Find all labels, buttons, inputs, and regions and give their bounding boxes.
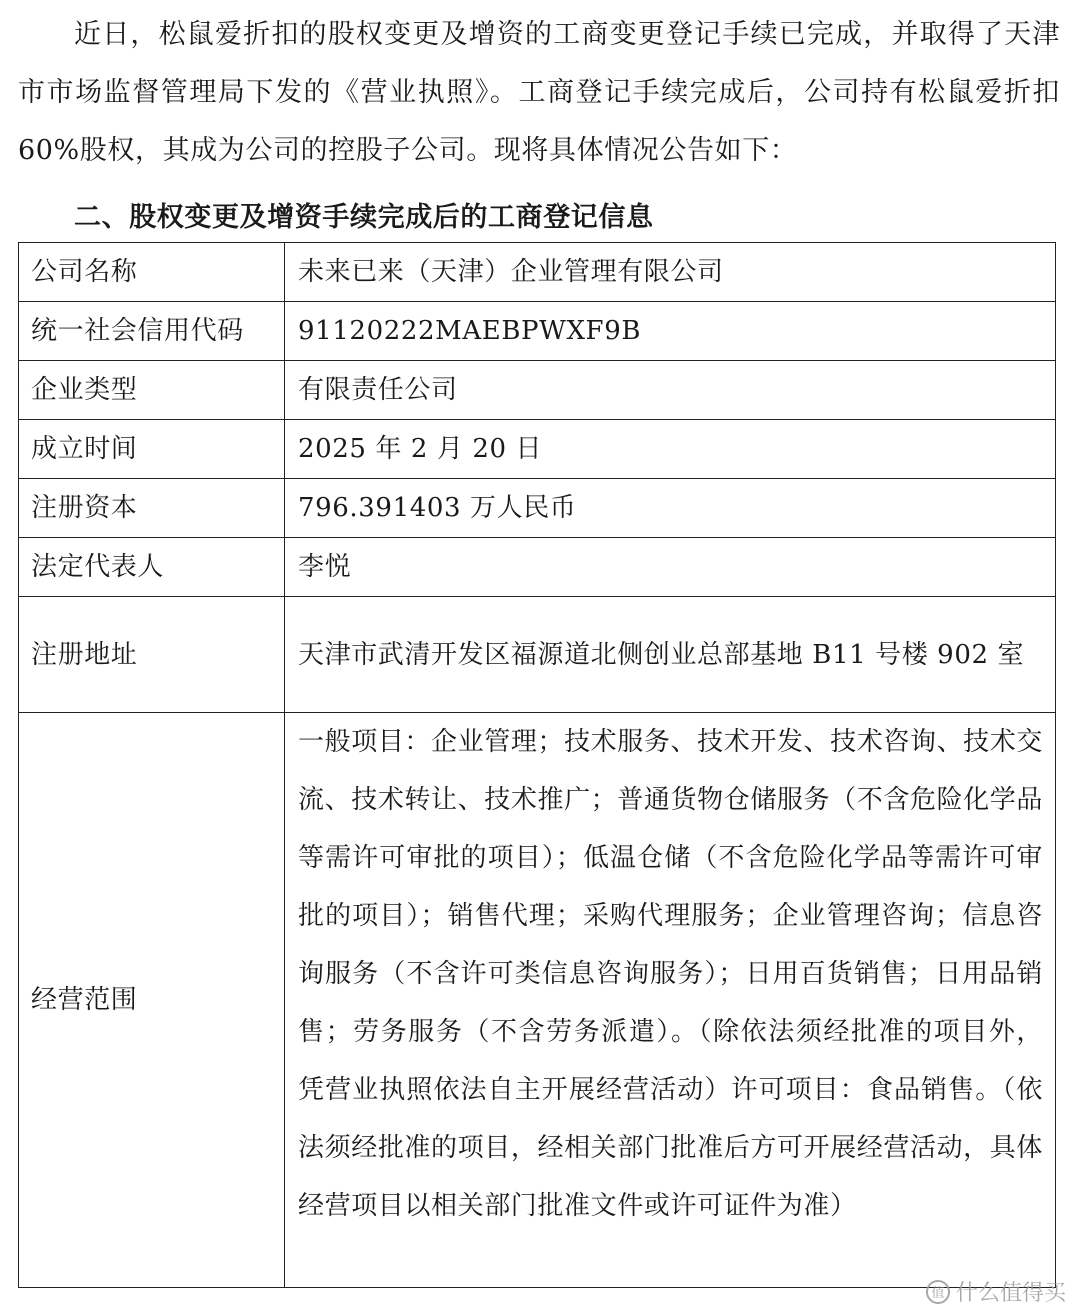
registration-info-table	[18, 242, 1056, 1288]
row-label: 企业类型	[19, 361, 285, 420]
watermark-text: 什么值得买	[955, 1281, 1066, 1306]
section-heading: 二、股权变更及增资手续完成后的工商登记信息	[74, 202, 654, 233]
row-label: 注册资本	[19, 479, 285, 538]
row-label: 注册地址	[19, 597, 285, 713]
row-value: 91120222MAEBPWXF9B	[285, 302, 1056, 361]
table-row	[19, 713, 1056, 1288]
intro-paragraph: 近日，松鼠爱折扣的股权变更及增资的工商变更登记手续已完成，并取得了天津市市场监督管理局下发的《营业执照》。工商登记手续完成后，公司持有松鼠爱折扣 60%股权，其成为公司的控股子公司。现将具体情况公告如下：	[18, 19, 1060, 166]
row-label: 经营范围	[19, 713, 285, 1288]
row-value: 天津市武清开发区福源道北侧创业总部基地 B11 号楼 902 室	[285, 597, 1056, 713]
row-label: 法定代表人	[19, 538, 285, 597]
table-row	[19, 597, 1056, 713]
row-value: 2025 年 2 月 20 日	[285, 420, 1056, 479]
row-value: 有限责任公司	[285, 361, 1056, 420]
watermark	[926, 1276, 1066, 1307]
table-row	[19, 538, 1056, 597]
table-row	[19, 243, 1056, 302]
row-value: 未来已来（天津）企业管理有限公司	[285, 243, 1056, 302]
row-value: 李悦	[285, 538, 1056, 597]
table-row	[19, 361, 1056, 420]
table-row	[19, 302, 1056, 361]
table-row	[19, 420, 1056, 479]
row-label: 公司名称	[19, 243, 285, 302]
row-value: 一般项目：企业管理；技术服务、技术开发、技术咨询、技术交流、技术转让、技术推广；普通货物仓储服务（不含危险化学品等需许可审批的项目）；低温仓储（不含危险化学品等需许可审批的项目）；销售代理；采购代理服务；企业管理咨询；信息咨询服务（不含许可类信息咨询服务）；日用百货销售；日用品销售；劳务服务（不含劳务派遣）。（除依法须经批准的项目外，凭营业执照依法自主开展经营活动）许可项目：食品销售。（依法须经批准的项目，经相关部门批准后方可开展经营活动，具体经营项目以相关部门批准文件或许可证件为准）	[285, 713, 1056, 1288]
row-label: 统一社会信用代码	[19, 302, 285, 361]
table-row	[19, 479, 1056, 538]
smzdm-logo-icon: 值	[926, 1280, 950, 1304]
row-value: 796.391403 万人民币	[285, 479, 1056, 538]
row-label: 成立时间	[19, 420, 285, 479]
